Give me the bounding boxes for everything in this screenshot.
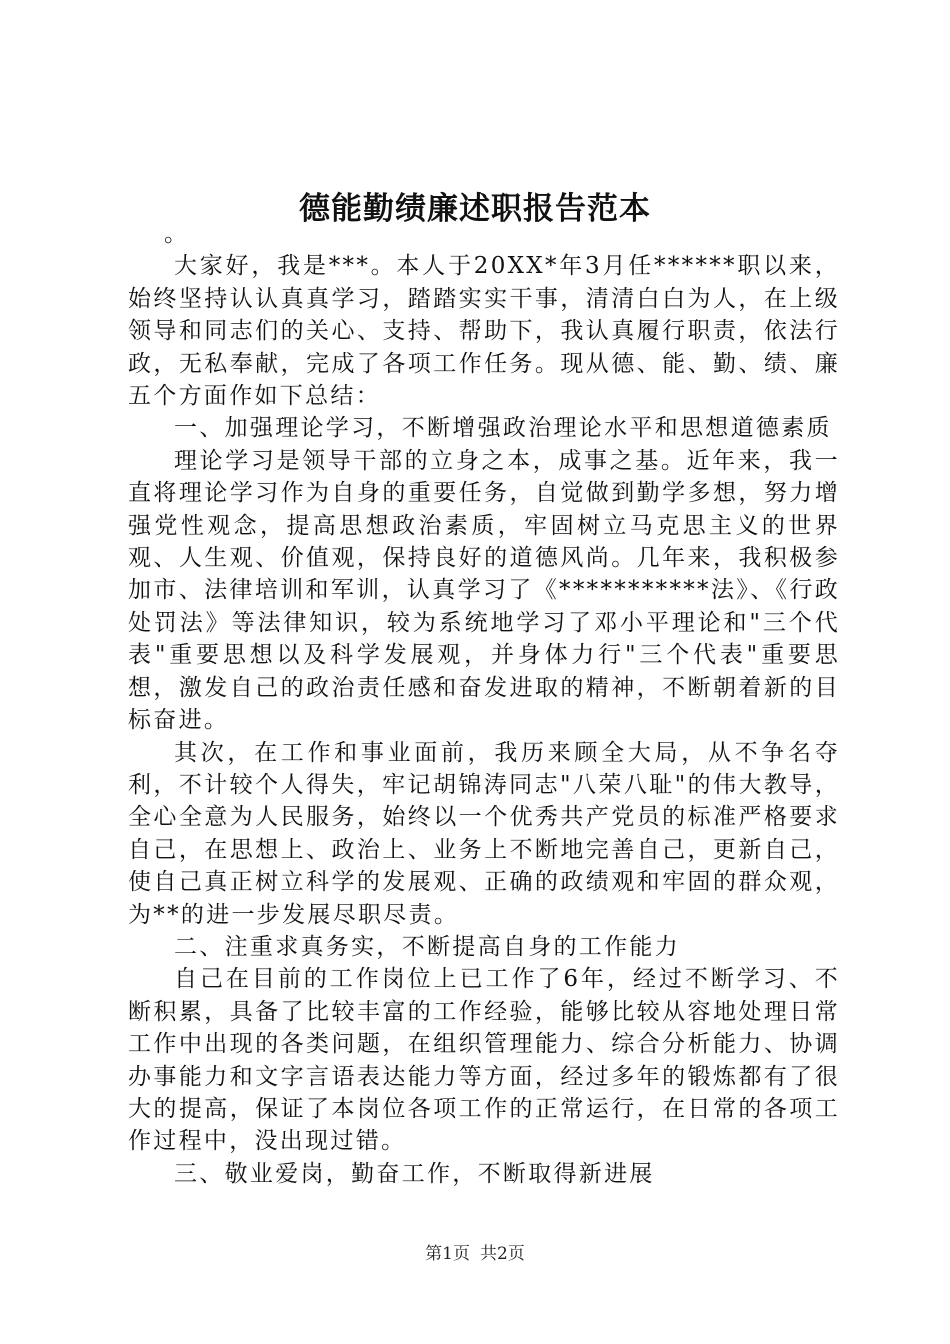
section-heading-1: 一、加强理论学习，不断增强政治理论水平和思想道德素质 [174, 415, 832, 442]
document-title: 德能勤绩廉述职报告范本 [299, 191, 651, 227]
page-total: 共2页 [480, 1244, 525, 1264]
section-heading-3: 三、敬业爱岗，勤奋工作，不断取得新进展 [174, 1160, 655, 1187]
paragraph-fragment: 。 [164, 221, 190, 247]
page-footer [0, 1242, 950, 1266]
paragraph-theory-study: 理论学习是领导干部的立身之本，成事之基。近年来，我一直将理论学习作为自身的重要任务，自觉做到勤学多想，努力增强党性观念，提高思想政治素质，牢固树立马克思主义的世界观、人生观、价值观，保持良好的道德风尚。几年来，我积极参加市、法律培训和军训，认真学习了《***********法》、《行政处罚法》等法律知识，较为系统地学习了邓小平理论和"三个代表"重要思想以及科学发展观，并身体力行"三个代表"重要思想，激发自己的政治责任感和奋发进取的精神，不断朝着新的目标奋进。 [128, 447, 840, 734]
document-body [128, 218, 840, 1190]
paragraph-introduction: 大家好，我是***。本人于20XX*年3月任******职以来，始终坚持认认真真学习，踏踏实实干事，清清白白为人，在上级领导和同志们的关心、支持、帮助下，我认真履行职责，依法行政，无私奉献，完成了各项工作任务。现从德、能、勤、绩、廉五个方面作如下总结： [128, 253, 840, 410]
paragraph-overall-view: 其次，在工作和事业面前，我历来顾全大局，从不争名夺利，不计较个人得失，牢记胡锦涛同志"八荣八耻"的伟大教导，全心全意为人民服务，始终以一个优秀共产党员的标准严格要求自己，在思想上、政治上、业务上不断地完善自己，更新自己，使自己真正树立科学的发展观、正确的政绩观和牢固的群众观，为**的进一步发展尽职尽责。 [128, 739, 840, 928]
section-heading-2: 二、注重求真务实，不断提高自身的工作能力 [174, 933, 680, 960]
page-number: 第1页 [425, 1244, 470, 1264]
paragraph-work-ability: 自己在目前的工作岗位上已工作了6年，经过不断学习、不断积累，具备了比较丰富的工作经验，能够比较从容地处理日常工作中出现的各类问题，在组织管理能力、综合分析能力、协调办事能力和文字言语表达能力等方面，经过多年的锻炼都有了很大的提高，保证了本岗位各项工作的正常运行，在日常的各项工作过程中，没出现过错。 [128, 966, 840, 1155]
